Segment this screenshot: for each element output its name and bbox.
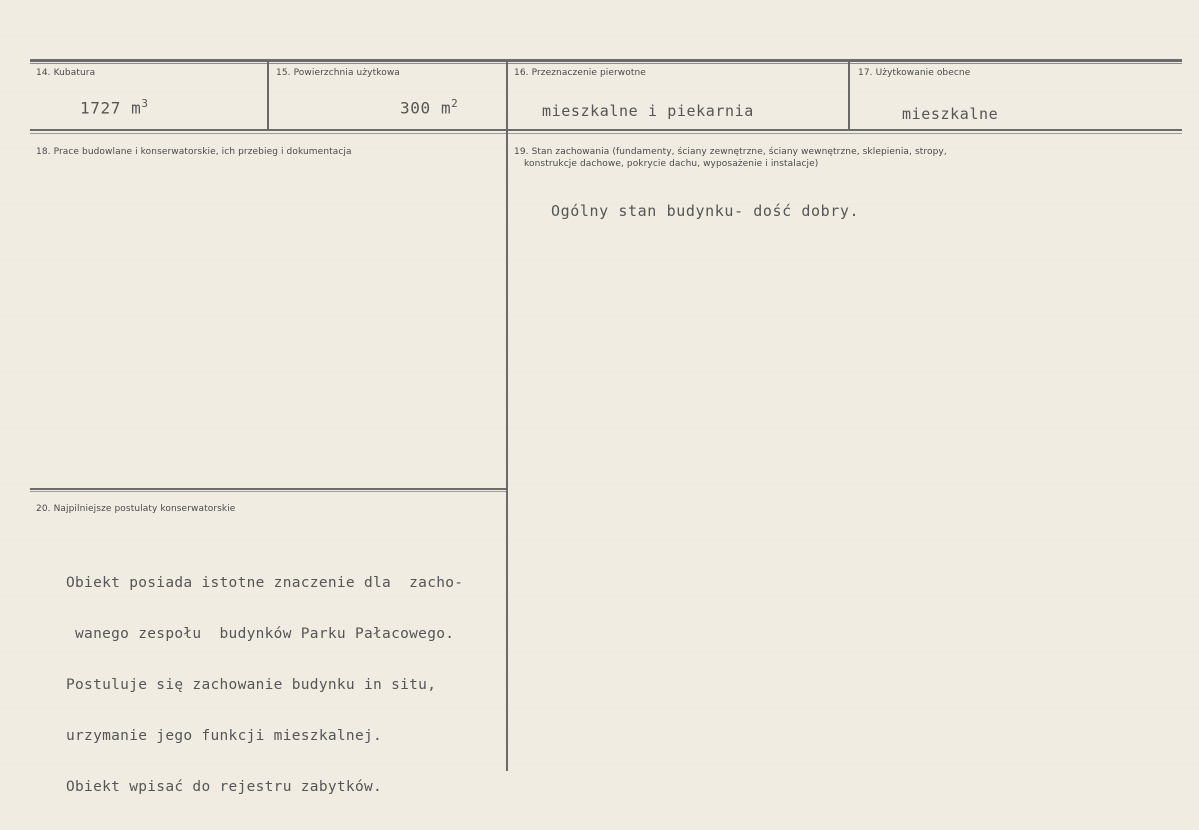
field-20-text [66,541,463,830]
divider-15-16 [506,62,508,129]
field-17-label: 17. Użytkowanie obecne [858,68,971,78]
field-15-unit: m [440,98,452,118]
field-20-label: 20. Najpilniejsze postulaty konserwatorskie [36,504,236,514]
field-16-value: mieszkalne i piekarnia [542,102,754,120]
field-20-line: Postuluje się zachowanie budynku in situ, [66,677,437,693]
field-17-value: mieszkalne [902,105,999,123]
field-19-label-line1: 19. Stan zachowania (fundamenty, ściany zewnętrzne, ściany wewnętrzne, sklepienia, stropy, [514,147,947,157]
field-15-number: 300 [400,98,431,118]
field-14-label: 14. Kubatura [36,68,96,78]
section-20-rule-thin [30,491,506,492]
divider-14-15 [267,62,269,129]
row1-bottom-rule-thin [30,133,1182,134]
field-19-label-line2: konstrukcje dachowe, pokrycie dachu, wyposażenie i instalacje) [524,159,819,169]
row1-bottom-rule [30,129,1182,131]
section-20-rule [30,488,506,490]
field-16-label: 16. Przeznaczenie pierwotne [514,68,646,78]
field-19-value: Ogólny stan budynku- dość dobry. [551,202,860,220]
field-20-line: Obiekt wpisać do rejestru zabytków. [66,779,383,795]
field-14-number: 1727 [80,98,121,118]
field-14-unit-exp: 3 [141,97,149,110]
field-15-label: 15. Powierzchnia użytkowa [276,68,400,78]
field-14-value [80,97,149,117]
top-rule-thin [30,63,1182,64]
field-20-line: Obiekt posiada istotne znaczenie dla zacho- [66,575,464,591]
field-14-unit: m [131,98,142,118]
field-18-label: 18. Prace budowlane i konserwatorskie, ich przebieg i dokumentacja [36,147,352,157]
field-20-line: urzymanie jego funkcji mieszkalnej. [66,728,383,744]
divider-16-17 [848,62,850,129]
field-15-value [400,97,458,117]
main-column-divider [506,131,508,771]
field-20-line: wanego zespołu budynków Parku Pałacowego. [66,626,455,642]
field-15-unit-exp: 2 [451,97,459,110]
top-rule [30,59,1182,62]
